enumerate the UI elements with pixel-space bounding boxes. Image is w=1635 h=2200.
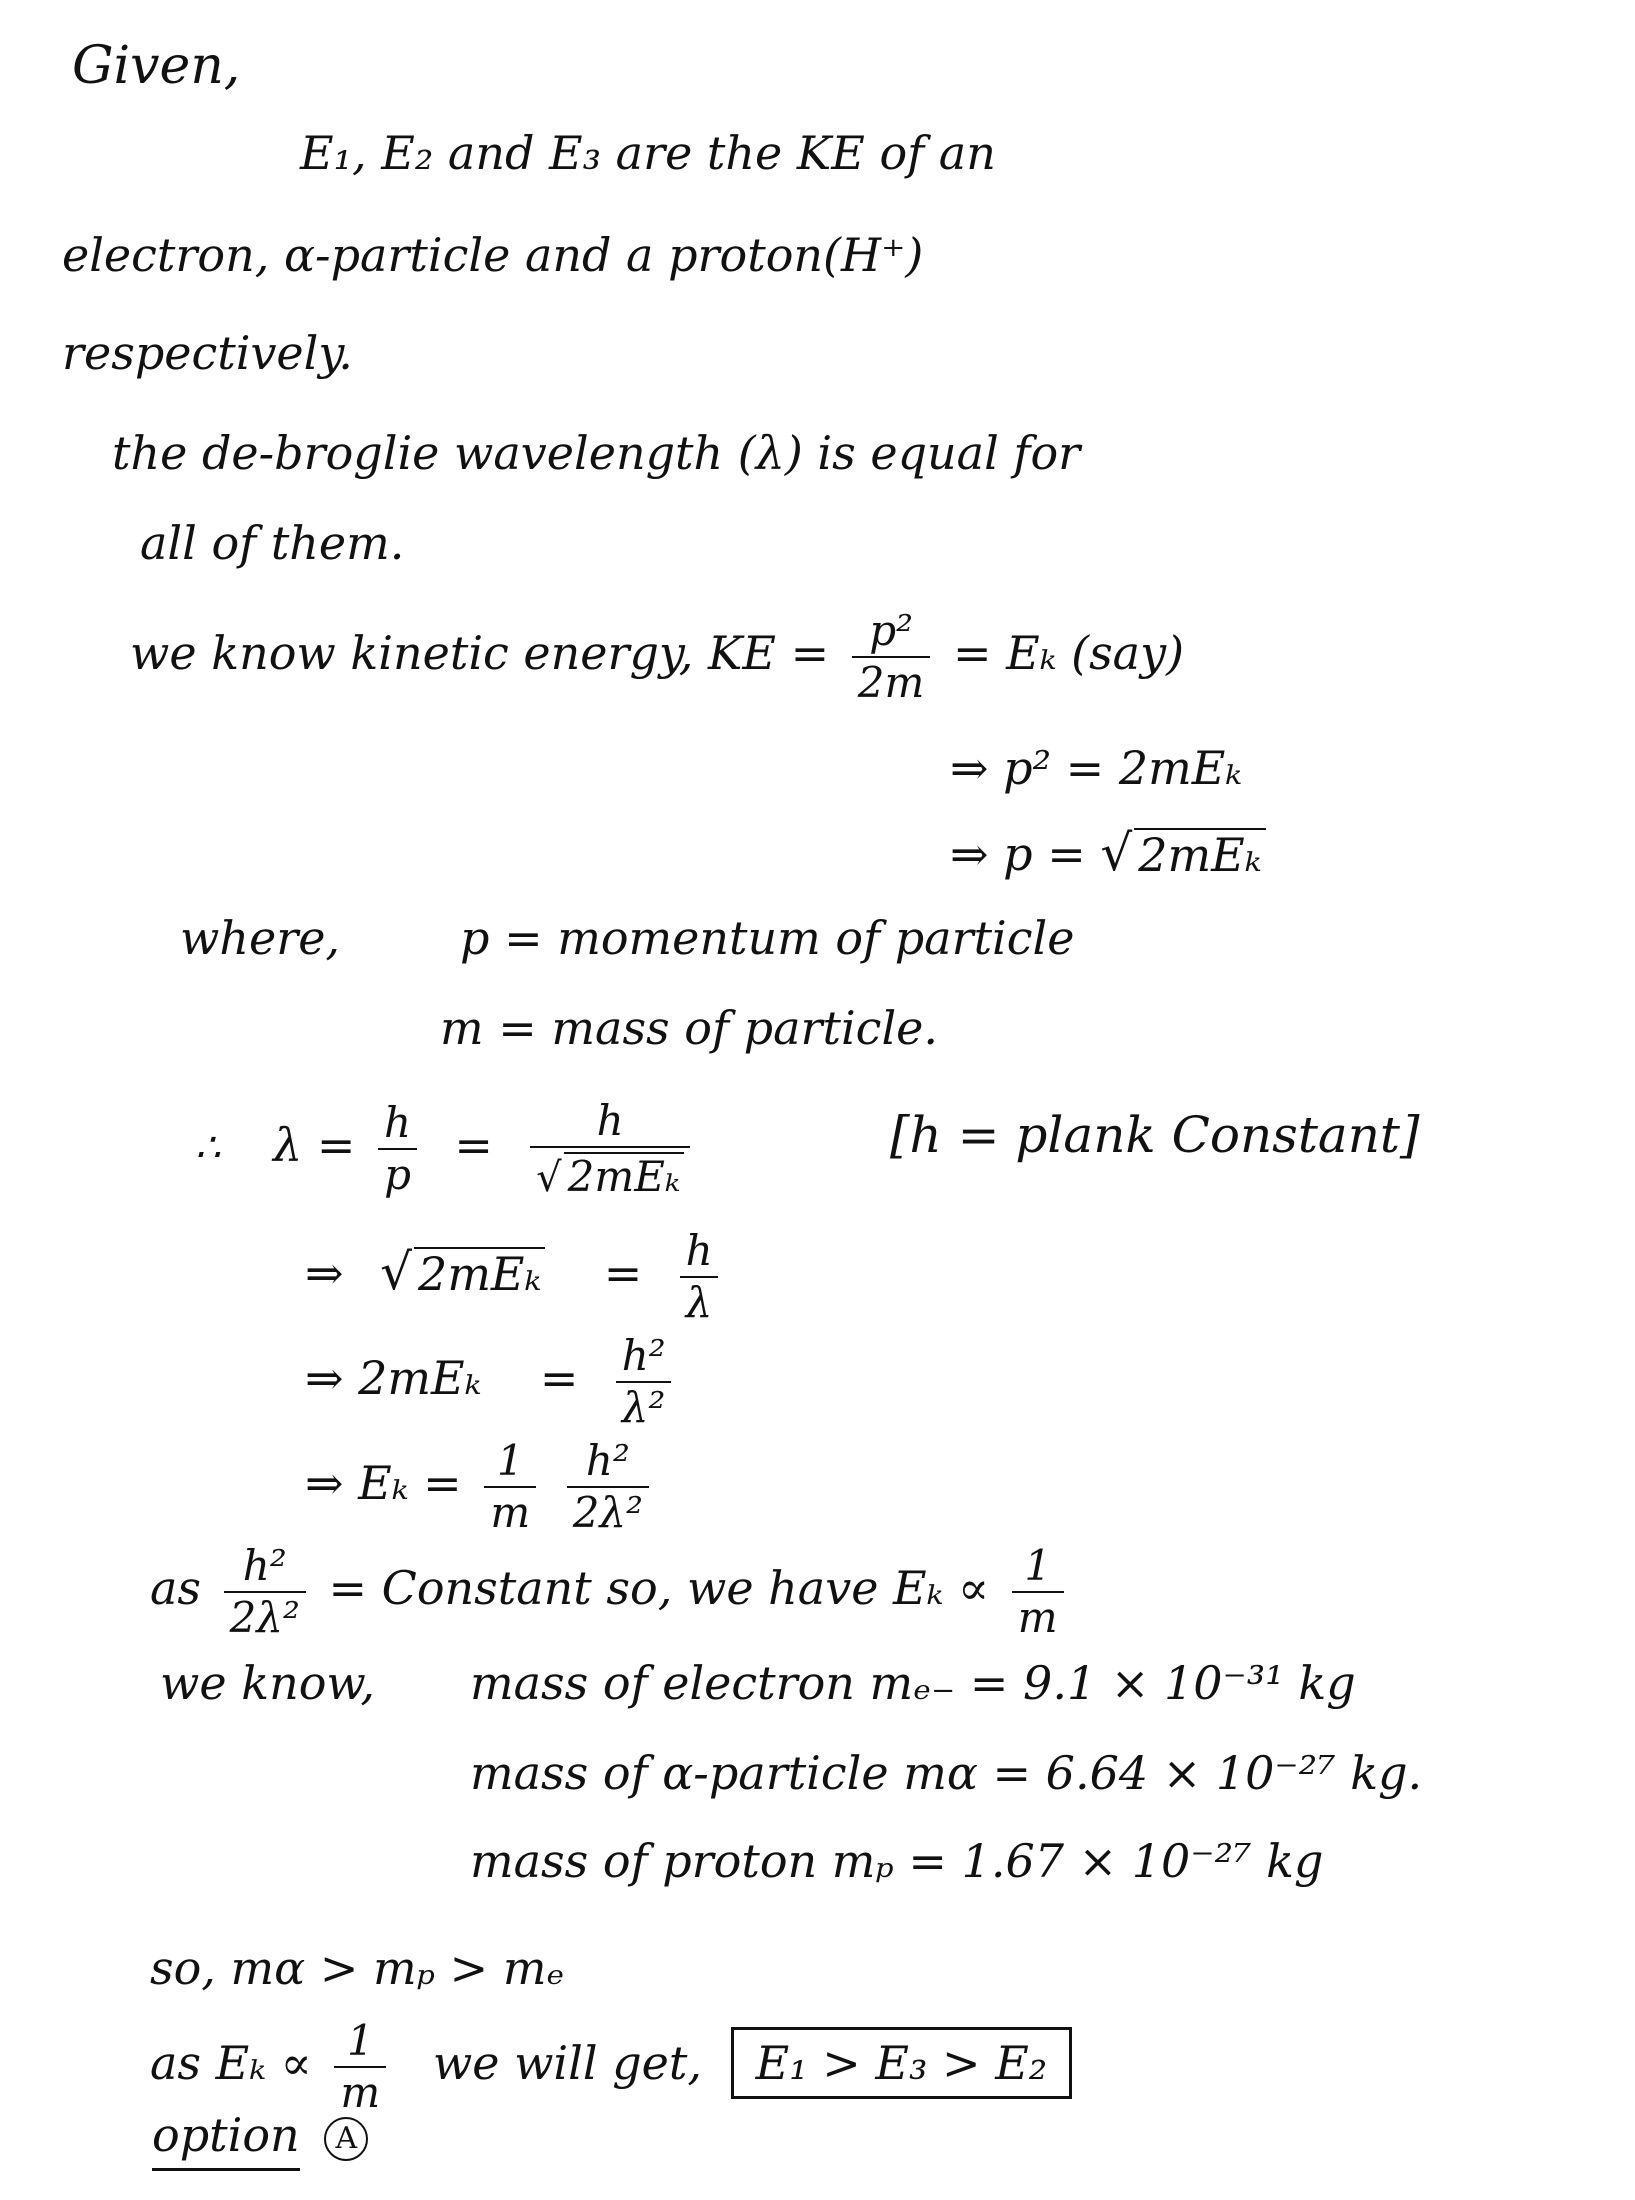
- statement-line-1: the de-broglie wavelength (λ) is equal for: [112, 426, 1081, 480]
- ke-numerator: p²: [869, 606, 913, 655]
- h2-over-2lambda2: $\frac{\text{h²}}{\text{2λ²}}$: [567, 1440, 649, 1534]
- h-over-p: $\frac{h}{p}$: [378, 1102, 417, 1196]
- ke-fraction: [852, 606, 931, 707]
- where-label: where,: [180, 911, 341, 965]
- option-letter-circle: A: [324, 2117, 368, 2161]
- option-line: [152, 2108, 368, 2162]
- proportionality-line: as $\frac{\text{h²}}{\text{2λ²}}$ = Constant so, we have Eₖ ∝ $\frac{1}{m}$: [150, 1545, 1072, 1639]
- step-p-prefix: ⇒ p =: [950, 827, 1086, 881]
- mass-proton: mass of proton mₚ = 1.67 × 10⁻²⁷ kg: [470, 1834, 1324, 1888]
- ke-prefix: we know kinetic energy, KE =: [130, 626, 830, 680]
- statement-line-2: all of them.: [140, 516, 405, 570]
- final-conclusion: as Eₖ ∝ $\frac{1}{m}$ we will get, E₁ > E₃ > E₂: [150, 2020, 1072, 2114]
- derivation-2: ⇒ 2mEₖ = $\frac{\text{h²}}{\text{λ²}}$: [305, 1335, 680, 1429]
- as-fraction: $\frac{\text{h²}}{\text{2λ²}}$: [224, 1545, 306, 1639]
- ke-suffix: = Eₖ (say): [952, 626, 1185, 680]
- mass-alpha: mass of α-particle mα = 6.64 × 10⁻²⁷ kg.: [470, 1746, 1423, 1800]
- sqrt-2mek-d1: √ 2mEₖ: [380, 1247, 545, 1297]
- one-over-m: $\frac{1}{m}$: [484, 1440, 536, 1534]
- intro-line-1: E₁, E₂ and E₃ are the KE of an: [300, 126, 996, 180]
- sqrt-content: 2mEₖ: [1134, 828, 1265, 878]
- lambda-eq-label: λ =: [273, 1118, 356, 1172]
- step-p: [950, 824, 1266, 882]
- h-over-lambda: $\frac{h}{\lambda}$: [680, 1230, 719, 1324]
- step-p-squared: ⇒ p² = 2mEₖ: [950, 741, 1243, 795]
- h-over-sqrt-2mek: h √ 2mEₖ: [530, 1100, 690, 1198]
- final-answer-box: E₁ > E₃ > E₂: [731, 2027, 1073, 2099]
- as-one-over-m: $\frac{1}{m}$: [1012, 1545, 1064, 1639]
- ke-equation: [130, 606, 1185, 707]
- intro-line-2: electron, α-particle and a proton(H⁺): [62, 228, 924, 282]
- h2-over-lambda2: $\frac{\text{h²}}{\text{λ²}}$: [616, 1335, 672, 1429]
- definition-p: p = momentum of particle: [460, 911, 1075, 965]
- lambda-equation: ∴ λ = $\frac{h}{p}$ = h √ 2mEₖ: [195, 1100, 698, 1198]
- planck-note: [h = plank Constant]: [890, 1106, 1420, 1164]
- final-one-over-m: $\frac{1}{m}$: [334, 2020, 386, 2114]
- mass-electron: mass of electron mₑ₋ = 9.1 × 10⁻³¹ kg: [470, 1656, 1356, 1710]
- derivation-3: ⇒ Eₖ = $\frac{1}{m}$ $\frac{\text{h²}}{\text{2λ²}}$: [305, 1440, 657, 1534]
- given-heading: Given,: [72, 36, 241, 96]
- sqrt-2mek: √ 2mEₖ: [1100, 828, 1265, 878]
- ke-denominator: 2m: [852, 656, 931, 704]
- we-know-label: we know,: [160, 1656, 375, 1710]
- derivation-1: ⇒ √ 2mEₖ = $\frac{h}{\lambda}$: [305, 1230, 727, 1324]
- option-label: option: [152, 2108, 300, 2171]
- definition-m: m = mass of particle.: [440, 1001, 939, 1055]
- mass-order: so, mα > mₚ > mₑ: [150, 1941, 565, 1995]
- intro-line-3: respectively.: [62, 326, 353, 380]
- therefore-symbol: ∴: [195, 1125, 221, 1171]
